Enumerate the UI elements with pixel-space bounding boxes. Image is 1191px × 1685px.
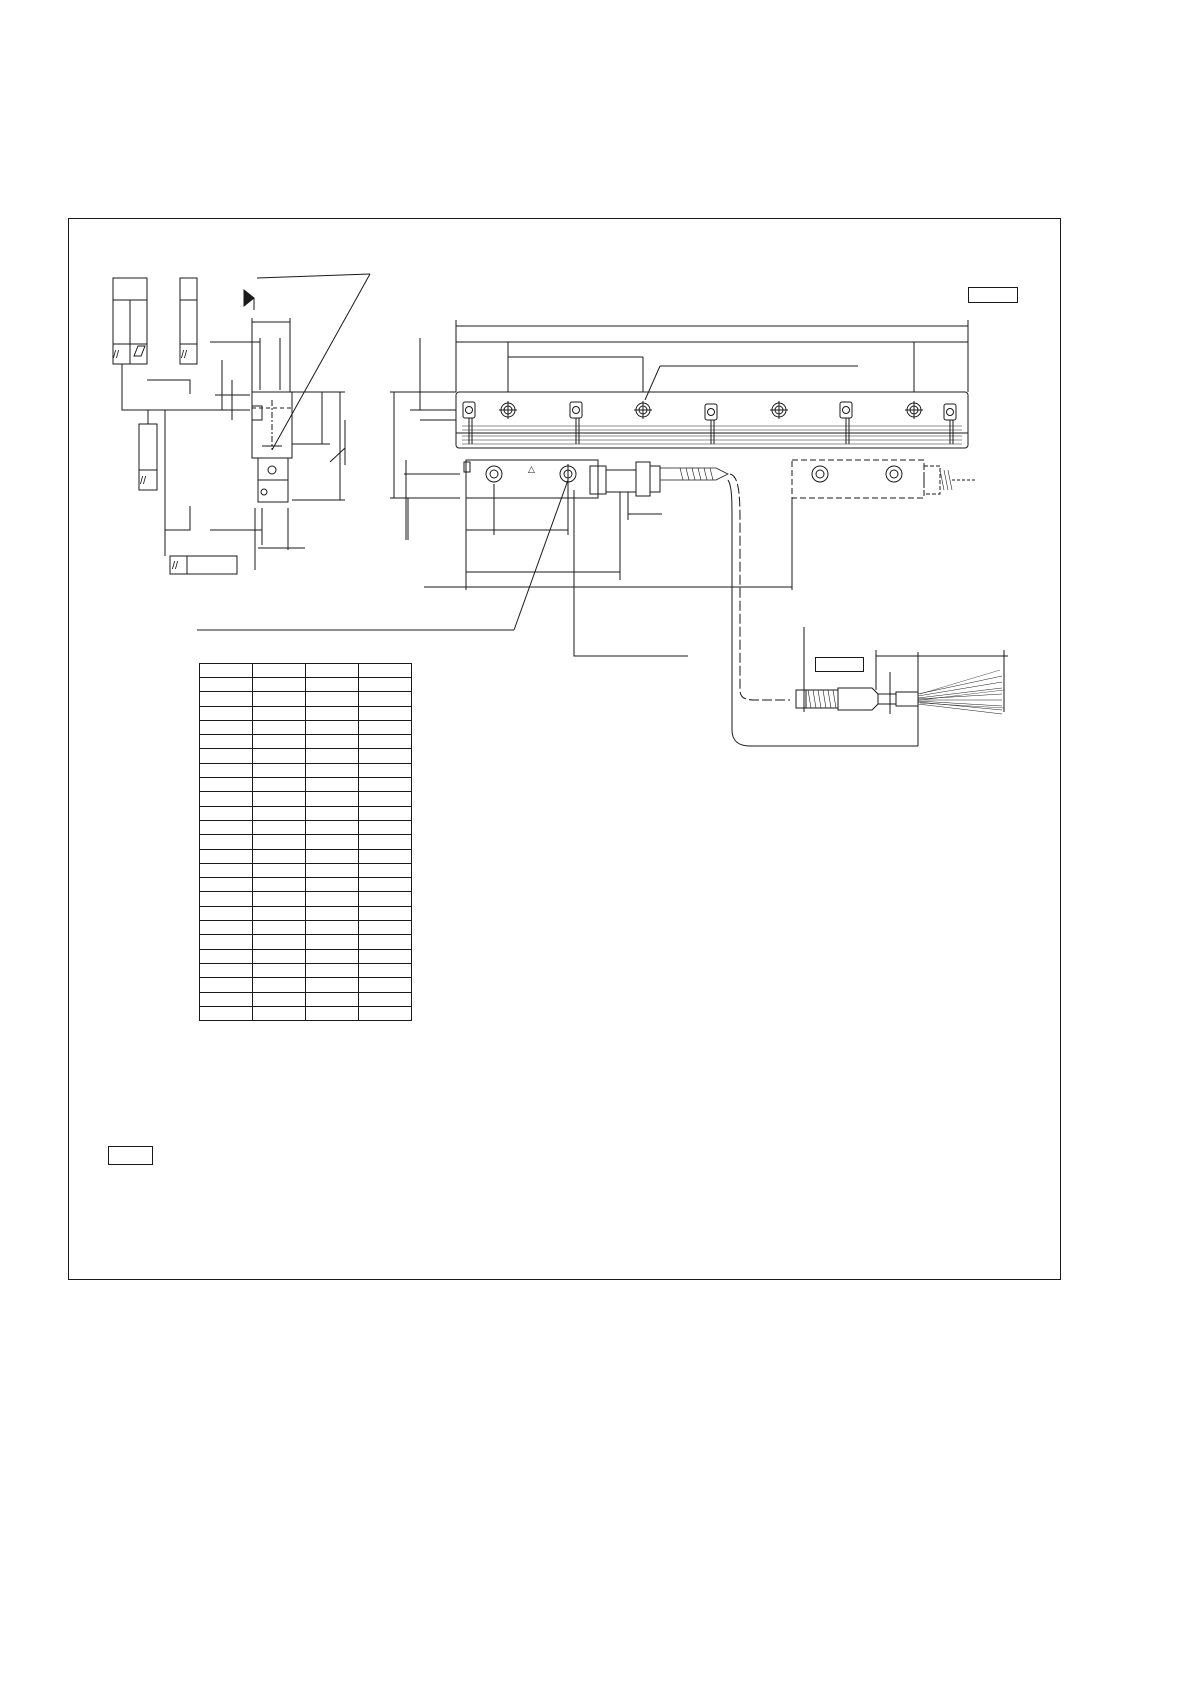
table-row	[200, 992, 412, 1006]
table-row	[200, 735, 412, 749]
clamp-icon	[570, 402, 582, 444]
table-row	[200, 1006, 412, 1020]
table-row	[200, 792, 412, 806]
tolerance-frame-4	[170, 556, 237, 574]
table-row	[200, 892, 412, 906]
connector-cable	[728, 474, 1008, 746]
clamp-icon	[705, 404, 717, 444]
tolerance-symbol-parallel-1: //	[113, 349, 120, 361]
connector-housing	[838, 688, 878, 710]
table-row	[200, 949, 412, 963]
table-row	[200, 963, 412, 977]
table-row	[200, 835, 412, 849]
table-row	[200, 692, 412, 706]
reading-head-alt-position	[792, 460, 924, 498]
dimension-table	[199, 663, 412, 1021]
table-row	[200, 806, 412, 820]
side-view	[113, 274, 370, 574]
mounting-hole-icon	[770, 401, 788, 419]
mounting-hole-icon	[499, 401, 517, 419]
tolerance-symbol-flatness	[134, 346, 145, 356]
mounting-hole-icon	[905, 401, 923, 419]
table-row	[200, 763, 412, 777]
table-row	[200, 849, 412, 863]
table-row	[200, 921, 412, 935]
front-view-scale-unit	[197, 320, 975, 656]
table-row	[200, 778, 412, 792]
table-row	[200, 878, 412, 892]
table-row	[200, 678, 412, 692]
table-row	[200, 720, 412, 734]
table-row	[200, 906, 412, 920]
clamp-icon	[463, 402, 475, 444]
table-row	[200, 749, 412, 763]
table-row	[200, 935, 412, 949]
table-header-row	[200, 664, 412, 678]
tolerance-symbol-parallel-2: //	[181, 349, 188, 361]
mounting-hole-icon	[634, 401, 652, 419]
label-box-note	[108, 1146, 153, 1165]
tolerance-symbol-parallel-4: //	[172, 560, 179, 572]
table-row	[200, 706, 412, 720]
triangle-mark: △	[528, 465, 535, 475]
label-box-top-right	[968, 287, 1018, 303]
label-box-cable	[815, 657, 864, 672]
table-row	[200, 978, 412, 992]
tolerance-symbol-parallel-3: //	[140, 475, 147, 487]
table-row	[200, 820, 412, 834]
table-row	[200, 863, 412, 877]
clamp-icon	[840, 402, 852, 444]
datum-triangle-icon	[244, 290, 254, 306]
clamp-icon	[944, 404, 956, 444]
